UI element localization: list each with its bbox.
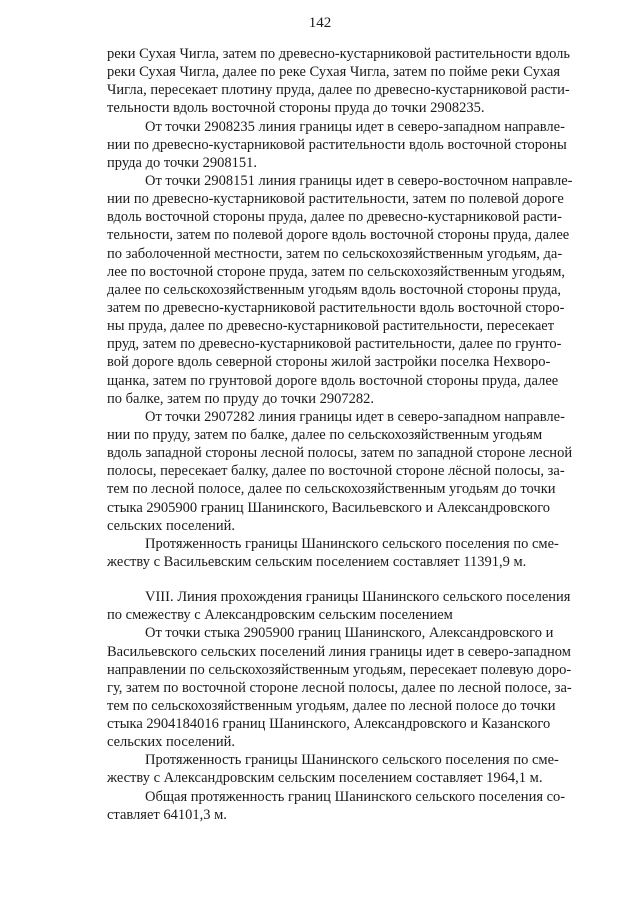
text-line: Общая протяженность границ Шанинского сельского поселения со- bbox=[145, 788, 566, 805]
text-line: сельских поселений. bbox=[107, 734, 236, 751]
text-line: От точки 2908151 линия границы идет в северо-восточном направле- bbox=[145, 172, 573, 189]
text-line: От точки 2907282 линия границы идет в северо-западном направле- bbox=[145, 408, 565, 425]
text-line: стыка 2905900 границ Шанинского, Васильевского и Александровского bbox=[107, 499, 551, 516]
text-line: нии по древесно-кустарниковой растительности вдоль восточной стороны bbox=[107, 136, 567, 153]
text-line: по балке, затем по пруду до точки 2907282. bbox=[107, 390, 374, 407]
section-gap bbox=[107, 571, 528, 588]
paragraph bbox=[107, 624, 572, 751]
paragraph bbox=[107, 588, 571, 624]
paragraph bbox=[107, 751, 559, 787]
text-line: вдоль восточной стороны пруда, далее по древесно-кустарниковой расти- bbox=[107, 209, 563, 226]
text-line: тельности вдоль восточной стороны пруда до точки 2908235. bbox=[107, 100, 485, 117]
paragraph bbox=[107, 535, 559, 571]
paragraph bbox=[107, 45, 570, 118]
text-line: Васильевского сельских поселений линия границы идет в северо-западном bbox=[107, 643, 571, 660]
text-line: жеству с Васильевским сельским поселением составляет 11391,9 м. bbox=[107, 553, 527, 570]
text-line: сельских поселений. bbox=[107, 517, 236, 534]
text-line: тем по сельскохозяйственным угодьям, далее по лесной полосе до точки bbox=[107, 697, 556, 714]
text-line: лее по восточной стороне пруда, затем по сельскохозяйственным угодьям, bbox=[107, 263, 566, 280]
paragraph bbox=[107, 118, 567, 172]
text-line: реки Сухая Чигла, далее по реке Сухая Чигла, затем по пойме реки Сухая bbox=[107, 64, 561, 81]
paragraph bbox=[107, 408, 573, 535]
text-line: стыка 2904184016 границ Шанинского, Александровского и Казанского bbox=[107, 716, 551, 733]
text-line: по смежеству с Александровским сельским поселением bbox=[107, 607, 453, 624]
text-line: далее по сельскохозяйственным угодьям вдоль восточной стороны пруда, bbox=[107, 281, 562, 298]
document-body bbox=[107, 45, 573, 824]
text-line: направлении по сельскохозяйственным угодьям, пересекает полевую доро- bbox=[107, 661, 572, 678]
text-line: Чигла, пересекает плотину пруда, далее по древесно-кустарниковой расти- bbox=[107, 82, 570, 99]
text-line: От точки 2908235 линия границы идет в северо-западном направле- bbox=[145, 118, 565, 135]
text-line: От точки стыка 2905900 границ Шанинского, Александровского и bbox=[145, 625, 554, 642]
text-line: пруда до точки 2908151. bbox=[107, 154, 257, 171]
text-line: Протяженность границы Шанинского сельского поселения по сме- bbox=[145, 535, 559, 552]
text-line: полосы, пересекает балку, далее по восточной стороне лёсной полосы, за- bbox=[107, 463, 565, 480]
text-line: жеству с Александровским сельским поселением составляет 1964,1 м. bbox=[107, 770, 543, 787]
text-line: по заболоченной местности, затем по сельскохозяйственным угодьям, да- bbox=[107, 245, 563, 262]
text-line: ны пруда, далее по древесно-кустарниковой растительности, пересекает bbox=[107, 318, 555, 335]
text-line: вой дороге вдоль северной стороны жилой застройки поселка Нехворо- bbox=[107, 354, 551, 371]
text-line: тельности, затем по полевой дороге вдоль восточной стороны пруда, далее bbox=[107, 227, 570, 244]
text-line: Протяженность границы Шанинского сельского поселения по сме- bbox=[145, 752, 559, 769]
text-line: щанка, затем по грунтовой дороге вдоль восточной стороны пруда, далее bbox=[107, 372, 559, 389]
text-line: реки Сухая Чигла, затем по древесно-кустарниковой растительности вдоль bbox=[107, 46, 570, 62]
text-line: гу, затем по восточной стороне лесной полосы, далее по лесной полосе, за- bbox=[107, 679, 572, 696]
text-line: ставляет 64101,3 м. bbox=[107, 806, 227, 823]
text-line: тем по лесной полосе, далее по сельскохозяйственным угодьям до точки bbox=[107, 481, 556, 498]
text-line: нии по пруду, затем по балке, далее по сельскохозяйственным угодьям bbox=[107, 426, 543, 443]
page-number: 142 bbox=[308, 15, 332, 31]
text-line: вдоль западной стороны лесной полосы, затем по западной стороне лесной bbox=[107, 445, 573, 462]
text-line: пруд, затем по древесно-кустарниковой растительности, далее по грунто- bbox=[107, 336, 562, 353]
text-line: VIII. Линия прохождения границы Шанинского сельского поселения bbox=[145, 589, 571, 606]
paragraph bbox=[107, 172, 573, 408]
text-line: нии по древесно-кустарниковой растительности, затем по полевой дороге bbox=[107, 191, 564, 208]
paragraph bbox=[107, 788, 566, 824]
text-line: затем по древесно-кустарниковой растительности вдоль восточной сторо- bbox=[107, 299, 565, 316]
